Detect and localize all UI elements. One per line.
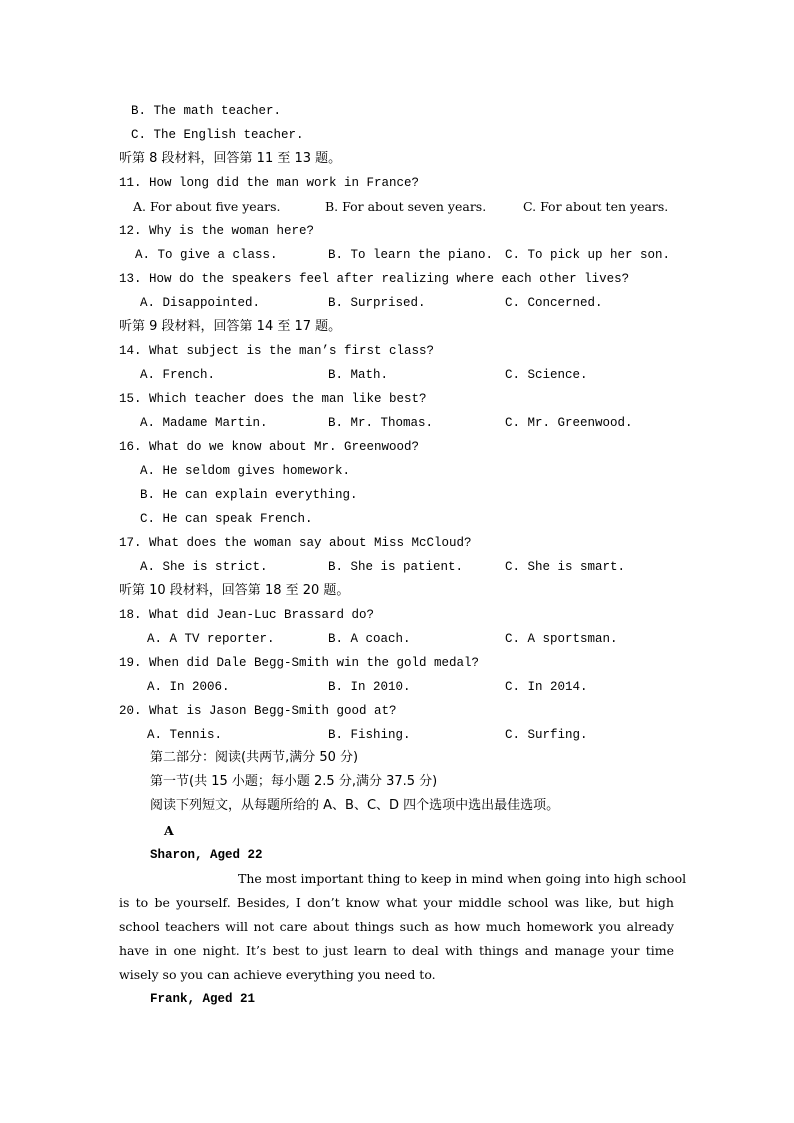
question-11: 11. How long did the man work in France? <box>119 176 420 190</box>
question-12: 12. Why is the woman here? <box>119 224 315 238</box>
author-name: Frank, Aged 21 <box>150 992 256 1006</box>
option-text: A. To give a class. <box>135 248 278 262</box>
option-text: A. Madame Martin. <box>140 416 268 430</box>
option-text: A. For about five years. <box>133 199 281 214</box>
question-18: 18. What did Jean-Luc Brassard do? <box>119 608 375 622</box>
section-heading: 听第 9 段材料，回答第 14 至 17 题。 <box>119 319 342 334</box>
option-text: C. To pick up her son. <box>505 248 671 262</box>
option-text: B. Mr. Thomas. <box>328 416 434 430</box>
question-17: 17. What does the woman say about Miss McCloud? <box>119 536 472 550</box>
option-text: B. Math. <box>328 368 389 382</box>
option-text: B. To learn the piano. <box>328 248 494 262</box>
option-text: B. The math teacher. <box>131 104 282 118</box>
option-text: B. He can explain everything. <box>140 488 358 502</box>
option-text: C. Surfing. <box>505 728 588 742</box>
option-text: C. For about ten years. <box>523 199 669 214</box>
option-text: C. Concerned. <box>505 296 603 310</box>
part-heading: 第二部分：阅读(共两节,满分 50 分) <box>150 750 359 765</box>
option-text: B. For about seven years. <box>325 199 487 214</box>
question-14: 14. What subject is the man’s first class? <box>119 344 435 358</box>
option-text: C. Science. <box>505 368 588 382</box>
question-16: 16. What do we know about Mr. Greenwood? <box>119 440 420 454</box>
option-text: C. He can speak French. <box>140 512 313 526</box>
author-name: Sharon, Aged 22 <box>150 848 263 862</box>
option-text: C. In 2014. <box>505 680 588 694</box>
option-text: C. She is smart. <box>505 560 626 574</box>
option-text: A. Tennis. <box>147 728 223 742</box>
section-heading: 第一节(共 15 小题；每小题 2.5 分,满分 37.5 分) <box>150 774 438 789</box>
section-heading: 听第 10 段材料，回答第 18 至 20 题。 <box>119 583 350 598</box>
option-text: C. The English teacher. <box>131 128 304 142</box>
option-text: B. She is patient. <box>328 560 464 574</box>
option-text: B. Fishing. <box>328 728 411 742</box>
section-heading: 听第 8 段材料，回答第 11 至 13 题。 <box>119 151 342 166</box>
option-text: B. A coach. <box>328 632 411 646</box>
option-text: B. In 2010. <box>328 680 411 694</box>
option-text: C. A sportsman. <box>505 632 618 646</box>
paragraph-line: wisely so you can achieve everything you need to. <box>119 967 436 982</box>
question-20: 20. What is Jason Begg-Smith good at? <box>119 704 397 718</box>
option-text: A. He seldom gives homework. <box>140 464 351 478</box>
passage-label: A <box>164 823 174 838</box>
paragraph-line: is to be yourself. Besides, I don’t know what your middle school was like, but high <box>119 895 674 910</box>
option-text: A. In 2006. <box>147 680 230 694</box>
paragraph-line: The most important thing to keep in mind when going into high school <box>238 871 687 886</box>
option-text: A. She is strict. <box>140 560 268 574</box>
option-text: B. Surprised. <box>328 296 426 310</box>
option-text: A. French. <box>140 368 216 382</box>
question-13: 13. How do the speakers feel after realizing where each other lives? <box>119 272 630 286</box>
paragraph-line: school teachers will not care about things such as how much homework you already <box>119 919 674 934</box>
option-text: A. A TV reporter. <box>147 632 275 646</box>
instructions: 阅读下列短文，从每题所给的 A、B、C、D 四个选项中选出最佳选项。 <box>150 798 560 813</box>
option-text: A. Disappointed. <box>140 296 261 310</box>
question-19: 19. When did Dale Begg-Smith win the gold medal? <box>119 656 480 670</box>
option-text: C. Mr. Greenwood. <box>505 416 633 430</box>
paragraph-line: have in one night. It’s best to just learn to deal with things and manage your time <box>119 943 674 958</box>
question-15: 15. Which teacher does the man like best? <box>119 392 427 406</box>
